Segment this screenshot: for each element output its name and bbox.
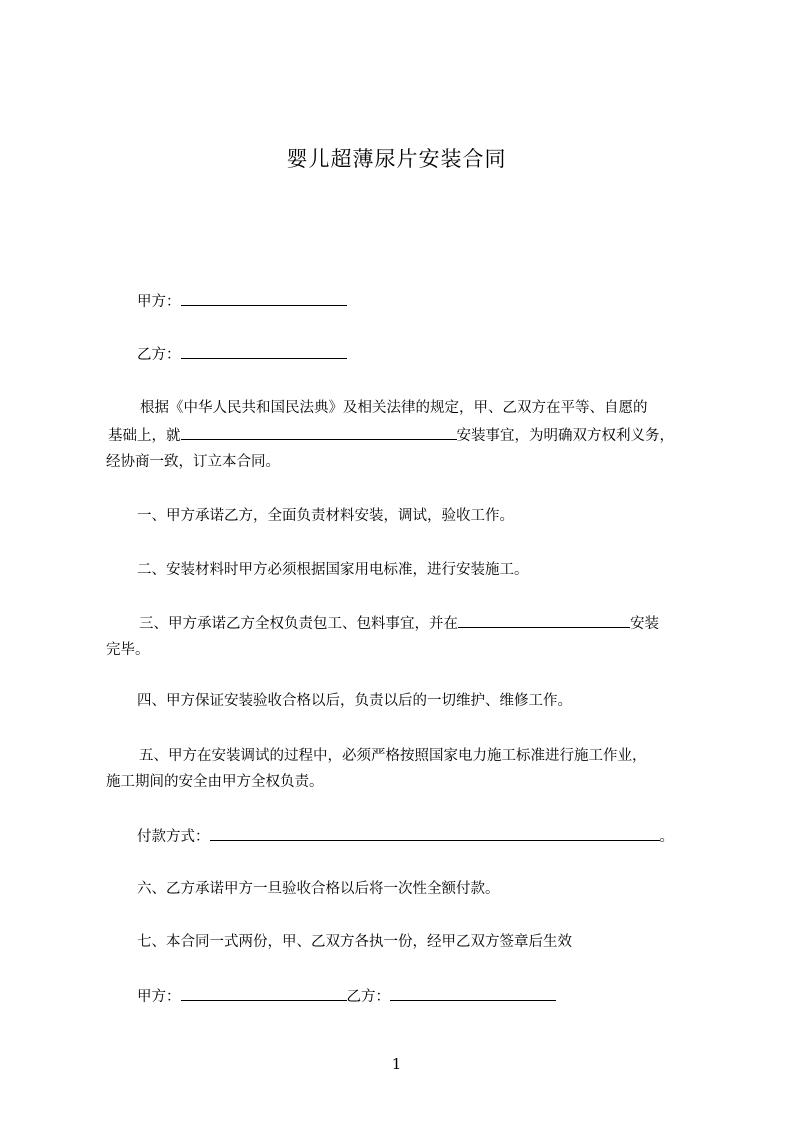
party-b-line bbox=[137, 344, 347, 365]
clause-7: 七、本合同一式两份，甲、乙双方各执一份，经甲乙双方签章后生效 bbox=[137, 934, 572, 950]
preamble-line-1: 根据《中华人民共和国民法典》及相关法律的规定，甲、乙双方在平等、自愿的 bbox=[140, 400, 648, 416]
clause-5-line-1: 五、甲方在安装调试的过程中，必须严格按照国家电力施工标准进行施工作业， bbox=[139, 748, 647, 764]
party-a-line bbox=[137, 291, 347, 312]
payment-blank-field[interactable] bbox=[210, 826, 660, 841]
clause-3-line-2: 完毕。 bbox=[106, 642, 150, 658]
sign-party-a-blank-field[interactable] bbox=[181, 986, 347, 1001]
preamble-line-2 bbox=[108, 425, 674, 446]
sign-party-b-blank-field[interactable] bbox=[390, 986, 556, 1001]
clause-3-line-1 bbox=[139, 613, 659, 634]
completion-blank-field[interactable] bbox=[458, 613, 630, 628]
document-title: 婴儿超薄尿片安装合同 bbox=[286, 147, 507, 171]
clause-6: 六、乙方承诺甲方一旦验收合格以后将一次性全额付款。 bbox=[137, 881, 500, 897]
project-blank-field[interactable] bbox=[181, 425, 457, 440]
party-a-label: 甲方： bbox=[137, 294, 181, 310]
preamble-line-2-prefix: 基础上，就 bbox=[108, 428, 181, 444]
payment-label: 付款方式： bbox=[137, 829, 210, 845]
preamble-line-3: 经协商一致，订立本合同。 bbox=[106, 454, 280, 470]
party-a-blank-field[interactable] bbox=[181, 291, 347, 306]
party-b-label: 乙方： bbox=[137, 347, 181, 363]
sign-party-a-label: 甲方： bbox=[137, 989, 181, 1005]
clause-2: 二、安装材料时甲方必须根据国家用电标准，进行安装施工。 bbox=[137, 562, 529, 578]
page-number: 1 bbox=[391, 1055, 402, 1073]
clause-3-suffix: 安装 bbox=[630, 616, 659, 632]
payment-end: 。 bbox=[659, 829, 674, 845]
payment-line bbox=[137, 826, 674, 847]
party-b-blank-field[interactable] bbox=[181, 344, 347, 359]
clause-1: 一、甲方承诺乙方，全面负责材料安装，调试，验收工作。 bbox=[137, 508, 514, 524]
preamble-line-2-suffix: 安装事宜，为明确双方权利义务， bbox=[456, 428, 674, 444]
clause-4: 四、甲方保证安装验收合格以后，负责以后的一切维护、维修工作。 bbox=[137, 693, 572, 709]
signature-line bbox=[137, 986, 556, 1007]
clause-3-prefix: 三、甲方承诺乙方全权负责包工、包料事宜，并在 bbox=[139, 616, 458, 632]
sign-party-b-label: 乙方： bbox=[346, 989, 390, 1005]
clause-5-line-2: 施工期间的安全由甲方全权负责。 bbox=[106, 774, 324, 790]
